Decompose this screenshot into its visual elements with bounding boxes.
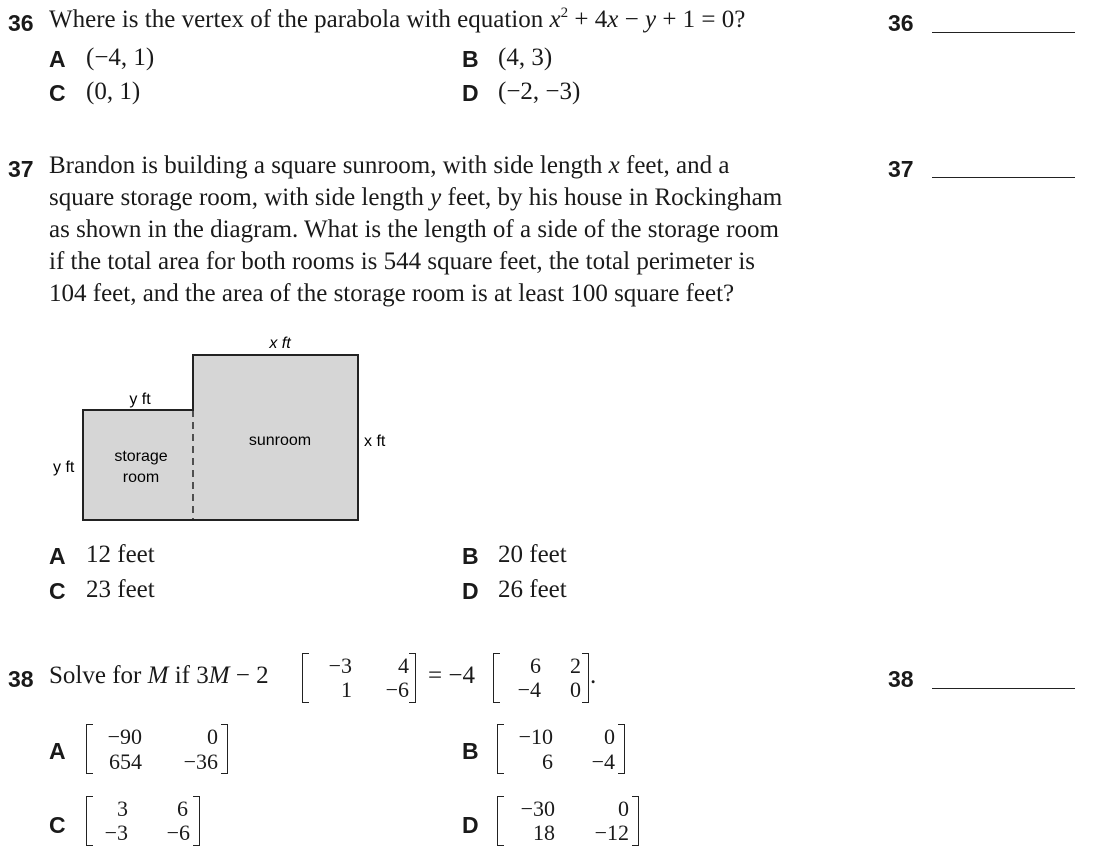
matrix-cell: −3 <box>104 820 128 845</box>
matrix-cell: −12 <box>594 820 629 845</box>
q36-eq-plus4: + 4 <box>568 6 608 33</box>
q38-if-text: if 3 <box>174 662 209 689</box>
label-y-top: y ft <box>129 391 151 408</box>
matrix-cell: 6 <box>177 796 188 821</box>
matrix-cell: 1 <box>341 677 352 702</box>
q38-prefix-group <box>49 662 269 690</box>
floor-plan-diagram <box>40 325 420 535</box>
q37-line-1 <box>49 152 729 180</box>
label-storage: storage <box>114 448 168 465</box>
matrix-cell: −90 <box>107 724 142 749</box>
label-x-right: x ft <box>364 433 386 450</box>
matrix-cell: 6 <box>542 749 553 774</box>
label-x-top: x ft <box>269 335 291 352</box>
q36-choice-c-letter[interactable]: C <box>49 80 66 106</box>
q38-choice-b-matrix[interactable] <box>497 724 625 774</box>
q37-number: 37 <box>8 156 34 182</box>
q36-question <box>49 6 745 34</box>
q37-line-5: 104 feet, and the area of the storage room is at least 100 square feet? <box>49 280 735 307</box>
matrix-cell: −30 <box>520 796 555 821</box>
q37-choice-a-letter[interactable]: A <box>49 543 66 569</box>
q36-choice-d-text[interactable]: (−2, −3) <box>498 78 581 105</box>
q36-eq-minus: − <box>618 6 645 33</box>
q37-choice-b-text[interactable]: 20 feet <box>498 541 567 568</box>
matrix-cell: −3 <box>328 653 352 678</box>
q38-choice-d-matrix[interactable] <box>497 796 639 846</box>
q36-eq-x: x <box>549 6 561 33</box>
q36-choice-a-letter[interactable]: A <box>49 46 66 72</box>
q36-choice-b-text[interactable]: (4, 3) <box>498 44 553 71</box>
q36-eq-y: y <box>644 6 657 33</box>
q37-line-2 <box>49 184 782 212</box>
label-room: room <box>122 469 160 486</box>
matrix-cell: −36 <box>183 749 218 774</box>
q38-choice-d-letter[interactable]: D <box>462 812 479 838</box>
q37-line-1-var: x <box>608 152 620 179</box>
q37-line-2-text: square storage room, with side length <box>49 184 424 211</box>
q38-number: 38 <box>8 666 34 692</box>
q36-answer-blank[interactable] <box>932 32 1075 33</box>
q37-choice-b-letter[interactable]: B <box>462 543 479 569</box>
q38-prefix: Solve for <box>49 662 142 689</box>
label-y-left: y ft <box>53 459 75 476</box>
q37-line-3: as shown in the diagram. What is the length of a side of the storage room <box>49 216 779 243</box>
q38-choice-b-letter[interactable]: B <box>462 738 479 764</box>
matrix-cell: −10 <box>518 724 553 749</box>
label-sunroom: sunroom <box>248 432 312 449</box>
q38-choice-c-matrix[interactable] <box>86 796 200 846</box>
q37-choice-a-text[interactable]: 12 feet <box>86 541 155 568</box>
q36-eq-x2: x <box>607 6 619 33</box>
q36-choice-b-letter[interactable]: B <box>462 46 479 72</box>
q36-eq-exp: 2 <box>560 5 569 21</box>
q37-line-2-end: feet, by his house in Rockingham <box>441 184 783 211</box>
q37-answer-blank[interactable] <box>932 177 1075 178</box>
q37-choice-c-text[interactable]: 23 feet <box>86 576 155 603</box>
q38-matrix-right <box>493 653 589 703</box>
matrix-cell: −4 <box>517 677 541 702</box>
matrix-cell: 3 <box>117 796 128 821</box>
matrix-cell: 0 <box>570 677 581 702</box>
q38-choice-c-letter[interactable]: C <box>49 812 66 838</box>
q37-line-1-text: Brandon is building a square sunroom, with side length <box>49 152 603 179</box>
matrix-cell: 2 <box>570 653 581 678</box>
matrix-cell: 0 <box>207 724 218 749</box>
q36-choice-c-text[interactable]: (0, 1) <box>86 78 141 105</box>
q37-line-1-end: feet, and a <box>619 152 730 179</box>
q38-answer-label: 38 <box>888 666 914 692</box>
q38-equals-neg4: = −4 <box>428 662 475 689</box>
q37-choice-d-letter[interactable]: D <box>462 578 479 604</box>
q36-number: 36 <box>8 10 34 36</box>
q38-choice-a-letter[interactable]: A <box>49 738 66 764</box>
q36-choice-a-text[interactable]: (−4, 1) <box>86 44 155 71</box>
q37-choice-d-text[interactable]: 26 feet <box>498 576 567 603</box>
q38-matrix-left <box>302 653 416 703</box>
q38-minus-2: − 2 <box>235 662 269 689</box>
q38-period: . <box>590 662 597 689</box>
q38-var-m: M <box>147 662 169 689</box>
rooms-outline <box>83 355 358 520</box>
q37-line-2-var: y <box>430 184 442 211</box>
matrix-cell: 6 <box>530 653 541 678</box>
q38-answer-blank[interactable] <box>932 688 1075 689</box>
q38-var-m-2: M <box>208 662 230 689</box>
q38-choice-a-matrix[interactable] <box>86 724 228 774</box>
q36-choice-d-letter[interactable]: D <box>462 80 479 106</box>
q37-answer-label: 37 <box>888 156 914 182</box>
matrix-cell: 654 <box>109 749 142 774</box>
matrix-cell: 0 <box>618 796 629 821</box>
matrix-cell: 4 <box>398 653 409 678</box>
q37-line-4: if the total area for both rooms is 544 square feet, the total perimeter is <box>49 248 756 275</box>
q36-question-text: Where is the vertex of the parabola with equation <box>49 6 544 33</box>
q36-eq-end: + 1 = 0? <box>656 6 746 33</box>
q37-choice-c-letter[interactable]: C <box>49 578 66 604</box>
matrix-cell: 18 <box>533 820 555 845</box>
matrix-cell: −6 <box>166 820 190 845</box>
matrix-cell: 0 <box>604 724 615 749</box>
q36-answer-label: 36 <box>888 10 914 36</box>
matrix-cell: −6 <box>385 677 409 702</box>
matrix-cell: −4 <box>591 749 615 774</box>
